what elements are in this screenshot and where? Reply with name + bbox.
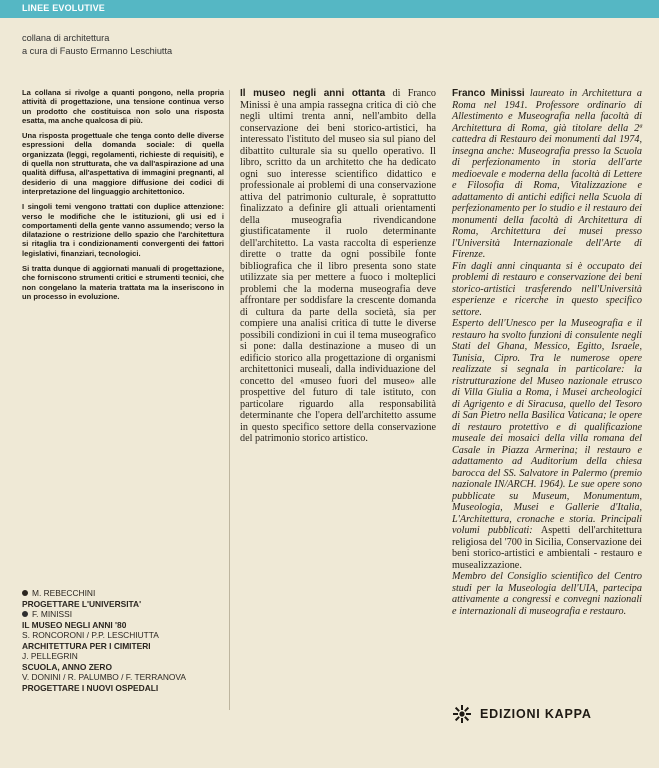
bio-paragraph xyxy=(452,318,642,571)
bio-volumes: Aspetti dell'architettura religiosa del '700 in Sicilia, Conservazione dei beni storico-artistici e ambientali - restauro e musealizzazione. xyxy=(452,525,642,571)
book-entry xyxy=(22,672,232,693)
author-biography xyxy=(452,88,642,617)
series-line-2: a cura di Fausto Ermanno Leschiutta xyxy=(22,45,173,56)
book-title: SCUOLA, ANNO ZERO xyxy=(22,661,112,672)
book-title: PROGETTARE I NUOVI OSPEDALI xyxy=(22,682,159,693)
series-book-list xyxy=(22,588,232,693)
book-entry xyxy=(22,651,232,672)
book-entry xyxy=(22,588,232,609)
book-author: J. PELLEGRIN xyxy=(22,651,78,661)
bio-paragraph xyxy=(452,88,642,261)
bullet-icon xyxy=(22,590,28,596)
book-author: V. DONINI / R. PALUMBO / F. TERRANOVA xyxy=(22,672,186,682)
description-paragraph: Si tratta dunque di aggiornati manuali di progettazione, che forniscono strumenti critici e strumenti tecnici, che non congelano la materia trattata ma la inseriscono in un processo in evoluzione. xyxy=(22,264,224,301)
bio-paragraph: Membro del Consiglio scientifico del Centro studi per la Museologia dell'UIA, partecipa attivamente a congressi e convegni nazionali e internazionali di museografia e restauro. xyxy=(452,571,642,617)
author-name: Franco Minissi xyxy=(452,88,525,99)
series-line-1: collana di architettura xyxy=(22,33,110,43)
description-paragraph: La collana si rivolge a quanti pongono, nella propria attività di progettazione, una tensione continua verso un prodotto che costituisca non solo una risposta esatta, ma anche qualcosa di più. xyxy=(22,88,224,125)
publisher-name: EDIZIONI KAPPA xyxy=(480,707,592,721)
synopsis-title: Il museo negli anni ottanta xyxy=(240,88,386,99)
book-entry xyxy=(22,609,232,630)
series-description xyxy=(22,88,224,307)
bio-text-1: laureato in Architettura a Roma nel 1941. Professore ordinario di Allestimento e Museografia nella facoltà di Architettura di Roma, già titolare della 2ª cattedra di Restauro dei monumenti dal 1974, insegna anche: Museografia presso la Scuola di perfezionamento in storia dell'arte medioevale e moderna della facoltà di Lettere e Filosofia di Roma, Vitalizzazione e adattamento di antichi edifici nella Scuola di perfezionamento per lo studio e il restauro dei monumenti della facoltà di Architettura di Roma, Architettura dei musei presso l'Università Internazionale dell'Arte di Firenze. xyxy=(452,88,643,260)
synopsis-body: di Franco Minissi è una ampia rassegna critica di ciò che negli ultimi trenta anni, nell'ambito della conservazione dei beni storico-artistici, ha interessato l'istituto del museo sia sul piano del dibattito culturale sia su quello operativo. Il libro, scritto da un architetto che ha dedicato ogni suo interesse scientifico didattico e professionale ai problemi di una conservazione attiva del patrimonio culturale, è soprattutto finalizzato a definire gli attuali orientamenti della museografia rivendicandone giustificatamente il ruolo determinante dell'architetto. La vasta raccolta di esperienze dirette o tratte da ogni possibile fonte bibliografica che il libro presenta sono state utilizzate sia per mettere a fuoco i molteplici problemi che la moderna museografia deve affrontare per soddisfare la crescente domanda di cultura da parte della società, sia per compiere una analisi critica di tutte le diverse possibili condizioni in cui il tema museografico si pone: dalla destinazione a museo di un edificio storico alla progettazione di organismi architettonici museali, dalla individuazione del concetto del «museo fuori del museo» alle prospettive del futuro di tale istituto, con particolare riguardo alla responsabilità determinante che l'opera dell'architetto assume in questo specifico settore della conservazione del patrimonio storico artistico. xyxy=(240,88,436,444)
kappa-logo-icon xyxy=(452,704,472,724)
description-paragraph: Una risposta progettuale che tenga conto delle diverse espressioni della domanda sociale: di quella organizzata (leggi, regolamenti, richieste di requisiti), e di quella non strutturata, che va dall'aspirazione ad una qualità diffusa, all'aspettativa di immagini pregnanti, al desiderio di una maggiore diffusione dei codici di interpretazione del linguaggio architettonico. xyxy=(22,131,224,196)
book-entry xyxy=(22,630,232,651)
description-paragraph: I singoli temi vengono trattati con duplice attenzione: verso le modifiche che le istituzioni, gli usi ed i comportamenti della gente vanno assumendo; verso la dilatazione o restrizione dello spazio che l'architettura si ritaglia tra i condizionamenti convergenti dei fattori legislativi, finanziari, tecnologici. xyxy=(22,202,224,258)
header-bar xyxy=(0,0,659,18)
book-title: ARCHITETTURA PER I CIMITERI xyxy=(22,640,151,651)
publisher xyxy=(452,704,592,724)
book-author: S. RONCORONI / P.P. LESCHIUTTA xyxy=(22,630,159,640)
bio-paragraph: Fin dagli anni cinquanta si è occupato dei problemi di restauro e conservazione dei beni storico-artistici trasferendo nell'Università esperienze e ricerche in questo specifico settore. xyxy=(452,260,642,318)
header-label: LINEE EVOLUTIVE xyxy=(22,3,106,13)
book-title: PROGETTARE L'UNIVERSITA' xyxy=(22,598,142,609)
book-title: IL MUSEO NEGLI ANNI '80 xyxy=(22,619,127,630)
series-info xyxy=(22,32,172,57)
book-synopsis xyxy=(240,88,436,445)
book-author: F. MINISSI xyxy=(22,609,232,620)
bullet-icon xyxy=(22,611,28,617)
bio-text-3: Esperto dell'Unesco per la Museografia e il restauro ha svolto funzioni di consulente negli Stati del Ghana, Messico, Egitto, Israele, Tunisia, Cipro. Tra le numerose opere realizzate si segnala in particolare: la ristrutturazione del Museo nazionale etrusco di Villa Giulia a Roma, i Musei archeologici di Agrigento e di Siracusa, quello del Tesoro di San Pietro nella Basilica Vaticana; le opere di restauro protettivo e di qualificazione museale dei mosaici della villa romana del Casale in Piazza Armerina; il restauro e adattamento ad Auditorium della chiesa barocca del SS. Salvatore in Palermo (premio nazionale IN/ARCH. 1964). Le sue opere sono pubblicate su Museum, Monumentum, Museologia, Musei e Gallerie d'Italia, L'Architettura, cronache e storia. Principali volumi pubblicati: xyxy=(452,318,642,536)
book-author: M. REBECCHINI xyxy=(22,588,232,599)
